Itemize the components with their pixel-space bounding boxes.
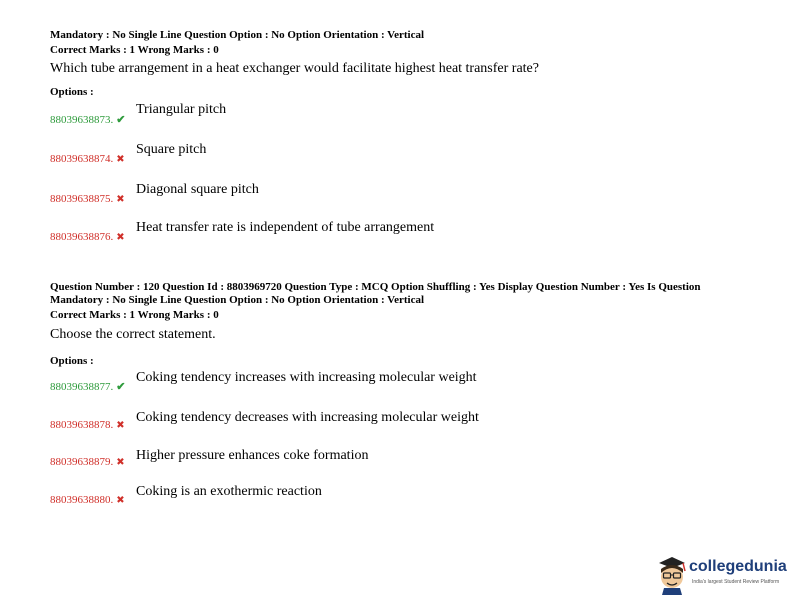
check-icon: ✔ xyxy=(116,114,126,126)
option-id: 88039638877. xyxy=(50,381,114,393)
option-id: 88039638875. xyxy=(50,193,114,205)
option-id: 88039638878. xyxy=(50,419,114,431)
option-id: 88039638874. xyxy=(50,153,114,165)
collegedunia-logo xyxy=(655,553,785,598)
q1-option-4-id xyxy=(50,231,125,243)
option-id: 88039638880. xyxy=(50,494,114,506)
q2-option-3-id xyxy=(50,456,125,468)
cross-icon: ✖ xyxy=(116,495,125,506)
option-id: 88039638879. xyxy=(50,456,114,468)
q1-question-text: Which tube arrangement in a heat exchanger would facilitate highest heat transfer rate? xyxy=(50,61,539,76)
q2-option-4-id xyxy=(50,494,125,506)
q2-option-2-text: Coking tendency decreases with increasing molecular weight xyxy=(136,410,479,425)
q1-options-label: Options : xyxy=(50,86,94,98)
q2-question-text: Choose the correct statement. xyxy=(50,327,216,342)
cross-icon: ✖ xyxy=(116,420,125,431)
q2-option-4-text: Coking is an exothermic reaction xyxy=(136,484,322,499)
q1-meta-line1: Mandatory : No Single Line Question Option : No Option Orientation : Vertical xyxy=(50,29,425,41)
q2-option-1-text: Coking tendency increases with increasing molecular weight xyxy=(136,370,477,385)
q1-option-4-text: Heat transfer rate is independent of tube arrangement xyxy=(136,220,435,235)
q2-header: Question Number : 120 Question Id : 8803969720 Question Type : MCQ Option Shuffling : Yes Display Question Number : Yes Is Question xyxy=(50,281,701,293)
q1-meta-line2: Correct Marks : 1 Wrong Marks : 0 xyxy=(50,44,219,56)
logo-wordmark: collegedunia xyxy=(689,558,787,575)
q1-option-2-id xyxy=(50,153,125,165)
q1-option-1-text: Triangular pitch xyxy=(136,102,227,117)
check-icon: ✔ xyxy=(116,381,126,393)
q1-option-3-text: Diagonal square pitch xyxy=(136,182,259,197)
q2-option-2-id xyxy=(50,419,125,431)
option-id: 88039638873. xyxy=(50,114,114,126)
q2-meta-line1: Mandatory : No Single Line Question Option : No Option Orientation : Vertical xyxy=(50,294,425,306)
q2-option-1-id xyxy=(50,380,125,393)
mascot-icon xyxy=(655,553,689,595)
q1-option-1-id xyxy=(50,113,125,126)
q2-option-3-text: Higher pressure enhances coke formation xyxy=(136,448,369,463)
cross-icon: ✖ xyxy=(116,457,125,468)
q1-option-3-id xyxy=(50,193,125,205)
cross-icon: ✖ xyxy=(116,154,125,165)
option-id: 88039638876. xyxy=(50,231,114,243)
cross-icon: ✖ xyxy=(116,232,125,243)
cross-icon: ✖ xyxy=(116,194,125,205)
q1-option-2-text: Square pitch xyxy=(136,142,207,157)
q2-meta-line2: Correct Marks : 1 Wrong Marks : 0 xyxy=(50,309,219,321)
q2-options-label: Options : xyxy=(50,355,94,367)
logo-tagline: India's largest Student Review Platform xyxy=(692,579,780,585)
